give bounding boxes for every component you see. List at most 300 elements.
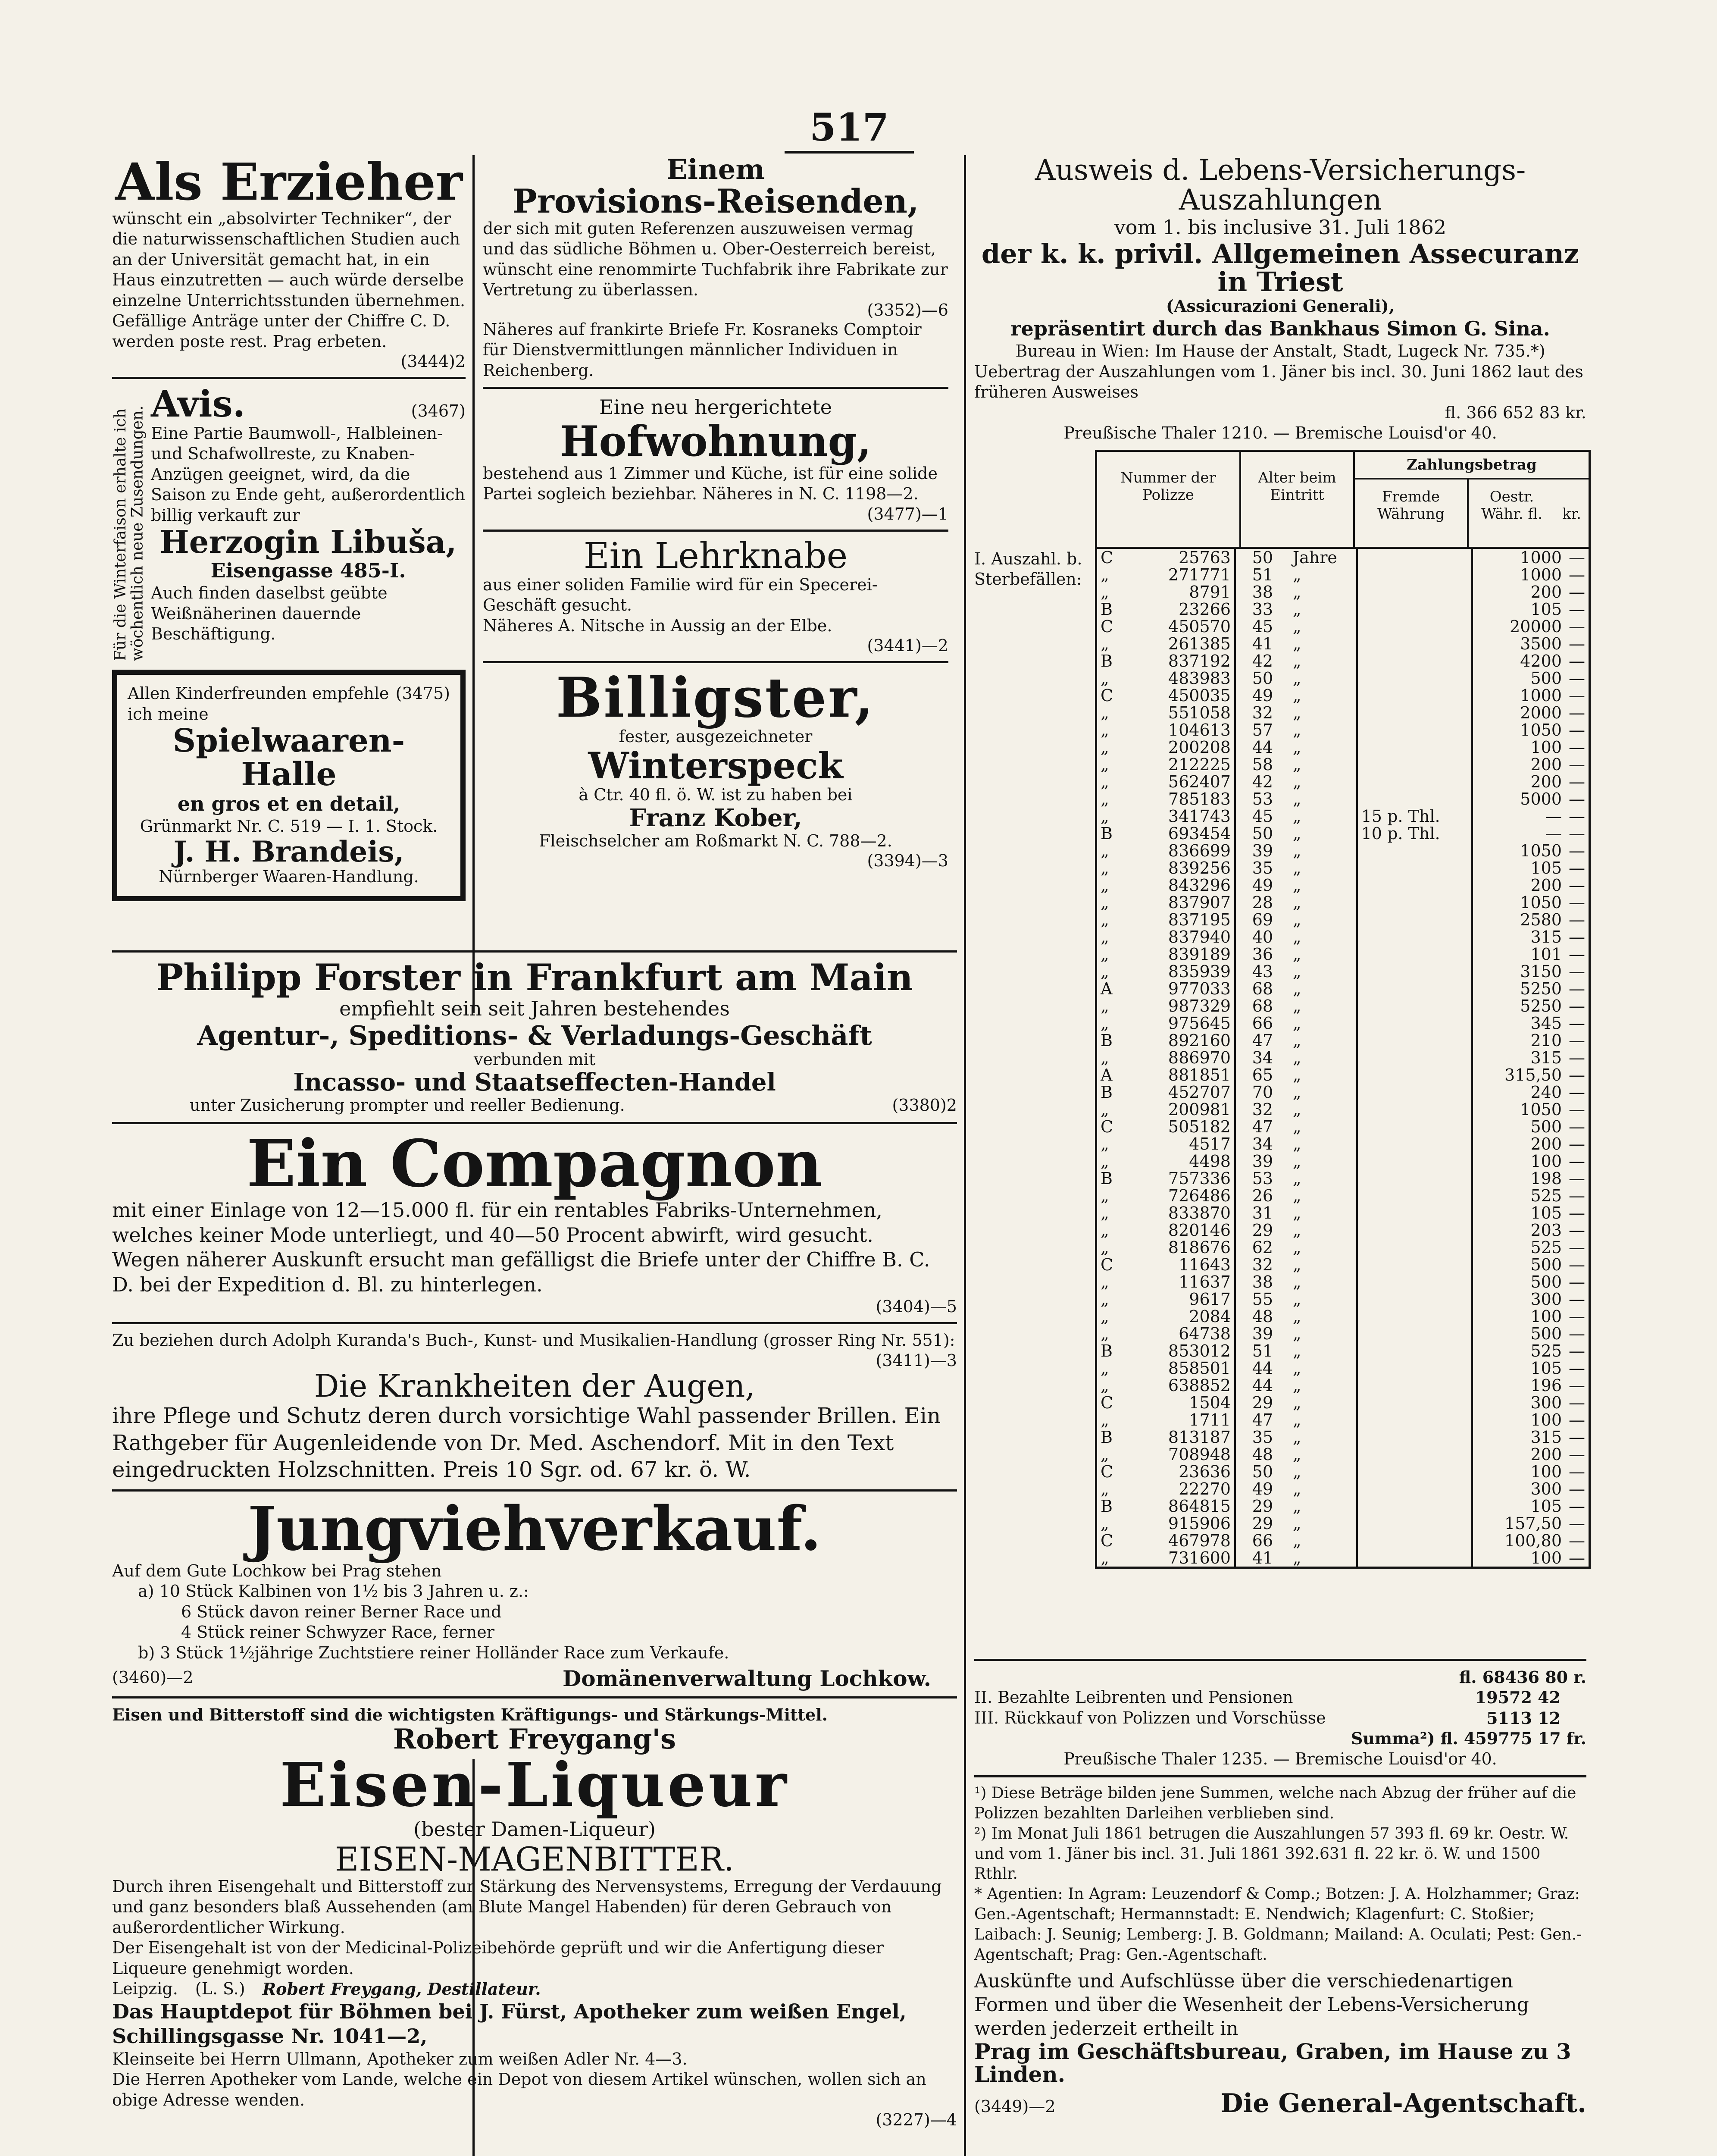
entry-age: 35: [1252, 1427, 1273, 1447]
amount-fl: 100: [1530, 1462, 1562, 1481]
policy-number: 915906: [1125, 1515, 1235, 1532]
amount-fl: 196: [1530, 1376, 1562, 1395]
table-row: [1097, 549, 1589, 566]
ausweis-sum1: fl. 68436 80 r.: [1459, 1667, 1586, 1687]
age-unit: „: [1289, 566, 1357, 583]
foreign-amount: [1357, 1118, 1473, 1135]
entry-age: 31: [1252, 1203, 1273, 1222]
age-unit: „: [1289, 756, 1357, 773]
policy-number: 987329: [1125, 997, 1235, 1015]
table-row: [1097, 894, 1589, 911]
policy-prefix: B: [1101, 1169, 1113, 1188]
policy-number: 104613: [1125, 721, 1235, 739]
amount-kr: —: [1569, 1186, 1585, 1205]
liqueur-depot: Das Hauptdepot für Böhmen bei J. Fürst, Apotheker zum weißen Engel, Schillingsgasse Nr. 1041—2,: [112, 1999, 907, 2048]
age-unit: „: [1289, 911, 1357, 928]
foreign-amount: [1357, 859, 1473, 877]
policy-number: 886970: [1125, 1049, 1235, 1066]
ad-liqueur: [112, 1705, 957, 2129]
amount-fl: 1050: [1520, 841, 1562, 860]
ausweis-uebertrag: Uebertrag der Auszahlungen vom 1. Jäner bis incl. 30. Juni 1862 laut des früheren Ausweises: [974, 362, 1583, 402]
policy-prefix: C: [1101, 1393, 1113, 1412]
amount-fl: 300: [1530, 1479, 1562, 1498]
table-row: [1097, 1032, 1589, 1049]
entry-age: 49: [1252, 1479, 1273, 1498]
policy-prefix: „: [1101, 1289, 1109, 1309]
amount-kr: —: [1569, 1445, 1585, 1464]
foreign-amount: [1357, 842, 1473, 859]
amount-kr: —: [1569, 789, 1585, 808]
foreign-amount: [1357, 963, 1473, 980]
age-unit: „: [1289, 1187, 1357, 1204]
policy-prefix: „: [1101, 1220, 1109, 1240]
policy-number: 726486: [1125, 1187, 1235, 1204]
column-rule-middle: [964, 155, 966, 2156]
table-row: [1097, 1480, 1589, 1498]
amount-kr: —: [1569, 651, 1585, 671]
hofwohnung-title: Hofwohnung,: [560, 417, 872, 466]
foreign-amount: [1357, 652, 1473, 670]
age-unit: „: [1289, 1135, 1357, 1153]
amount-kr: —: [1569, 634, 1585, 653]
policy-prefix: „: [1101, 1151, 1109, 1171]
divider: [112, 1322, 957, 1324]
policy-number: 341743: [1125, 808, 1235, 825]
entry-age: 50: [1252, 824, 1273, 843]
policy-number: 25763: [1125, 549, 1235, 566]
age-unit: „: [1289, 1532, 1357, 1549]
policy-prefix: C: [1101, 548, 1113, 567]
amount-kr: —: [1569, 720, 1585, 740]
winterspeck-address: Fleischselcher am Roßmarkt N. C. 788—2.: [539, 831, 892, 850]
header-fl: Oestr. Währ. fl.: [1481, 488, 1542, 523]
age-unit: „: [1289, 1153, 1357, 1170]
entry-age: 49: [1252, 875, 1273, 895]
table-row: [1097, 566, 1589, 583]
age-unit: Jahre: [1289, 549, 1357, 566]
amount-kr: —: [1569, 565, 1585, 584]
amount-kr: —: [1569, 1358, 1585, 1378]
amount-fl: —: [1545, 806, 1562, 826]
ausweis-represented: repräsentirt durch das Bankhaus Simon G. Sina.: [1010, 317, 1550, 340]
reisenden-contact: Näheres auf frankirte Briefe Fr. Kosraneks Comptoir für Dienstvermittlungen männlicher Individuen in Reichenberg.: [483, 320, 922, 380]
amount-kr: —: [1569, 1013, 1585, 1033]
spielwaaren-owner: J. H. Brandeis,: [173, 834, 404, 868]
table-row: [1097, 842, 1589, 859]
policy-prefix: „: [1101, 962, 1109, 981]
ad-jungvieh: [112, 1493, 957, 1692]
foreign-amount: [1357, 721, 1473, 739]
policy-prefix: „: [1101, 565, 1109, 584]
amount-fl: 500: [1530, 1255, 1562, 1274]
ad-erzieher: [112, 152, 466, 371]
ad-reisenden: [483, 155, 948, 381]
amount-kr: —: [1569, 755, 1585, 774]
erzieher-contact: Gefällige Anträge unter der Chiffre C. D. werden poste rest. Prag erbeten.: [112, 311, 450, 351]
liqueur-signature: [112, 1979, 957, 1999]
foreign-amount: [1357, 670, 1473, 687]
foreign-amount: [1357, 980, 1473, 997]
amount-fl: 203: [1530, 1220, 1562, 1240]
policy-prefix: „: [1101, 1272, 1109, 1291]
policy-number: 562407: [1125, 773, 1235, 790]
liqueur-depot2: Kleinseite bei Herrn Ullmann, Apotheker zum weißen Adler Nr. 4—3.: [112, 2049, 688, 2068]
foreign-amount: [1357, 1273, 1473, 1291]
divider: [112, 1696, 957, 1698]
amount-fl: 20000: [1510, 617, 1562, 636]
table-row: [1097, 1325, 1589, 1342]
policy-prefix: „: [1101, 1307, 1109, 1326]
amount-fl: 315: [1530, 1048, 1562, 1067]
avis-side-text: Für die Winterfaison erhalte ich wöchentlich neue Zusendungen.: [112, 405, 147, 661]
entry-age: 29: [1252, 1220, 1273, 1240]
age-unit: „: [1289, 618, 1357, 635]
age-unit: „: [1289, 773, 1357, 790]
policy-number: 638852: [1125, 1377, 1235, 1394]
divider: [112, 377, 466, 379]
amount-fl: 100: [1530, 1548, 1562, 1567]
age-unit: „: [1289, 1308, 1357, 1325]
policy-number: 2084: [1125, 1308, 1235, 1325]
policy-prefix: „: [1101, 703, 1109, 722]
policy-number: 212225: [1125, 756, 1235, 773]
ad-compagnon: [112, 1125, 957, 1316]
policy-prefix: „: [1101, 1324, 1109, 1343]
age-unit: „: [1289, 1463, 1357, 1480]
amount-fl: 5000: [1520, 789, 1562, 808]
policy-number: 23636: [1125, 1463, 1235, 1480]
amount-kr: —: [1569, 1134, 1585, 1153]
payout-table-area: [974, 450, 1586, 1653]
foreign-amount: [1357, 1498, 1473, 1515]
policy-number: 200981: [1125, 1101, 1235, 1118]
liqueur-title2: EISEN-MAGENBITTER.: [335, 1839, 735, 1878]
amount-fl: 200: [1530, 875, 1562, 895]
foreign-amount: [1357, 1170, 1473, 1187]
divider: [112, 1489, 957, 1492]
avis-title: Avis.: [151, 382, 246, 426]
newspaper-page: [112, 86, 1586, 2156]
table-row: [1097, 1411, 1589, 1429]
forster-line5: unter Zusicherung prompter und reeller Bedienung.: [190, 1096, 625, 1115]
ausweis-signature: Die General-Agentschaft.: [1220, 2088, 1586, 2119]
amount-kr: —: [1569, 1255, 1585, 1274]
age-unit: „: [1289, 877, 1357, 894]
ad-augen: [112, 1330, 957, 1483]
policy-number: 853012: [1125, 1342, 1235, 1360]
amount-kr: —: [1569, 1548, 1585, 1567]
policy-prefix: C: [1101, 1255, 1113, 1274]
policy-prefix: „: [1101, 1048, 1109, 1067]
ausweis-agents: * Agentien: In Agram: Leuzendorf & Comp.; Botzen: J. A. Holzhammer; Graz: Gen.-Agentschaft; Hermannstadt: E. Nendwich; Klagenfurt: C. Stoßier; Laibach: J. Seunig; Lemberg: J. B. Goldmann; Mailand: A. Oculati; Pest: Gen.-Agentschaft; Prag: Gen.-Agentschaft.: [974, 1885, 1582, 1964]
amount-fl: 500: [1530, 668, 1562, 688]
amount-kr: —: [1569, 1324, 1585, 1343]
foreign-amount: [1357, 635, 1473, 652]
liqueur-brand: Robert Freygang's: [393, 1723, 676, 1756]
lehrknabe-contact: Näheres A. Nitsche in Aussig an der Elbe.: [483, 616, 832, 635]
policy-number: 858501: [1125, 1360, 1235, 1377]
jungvieh-ref: (3460)—2: [112, 1668, 194, 1687]
payout-table-body: [1097, 549, 1589, 1567]
table-row: [1097, 859, 1589, 877]
entry-age: 47: [1252, 1410, 1273, 1429]
foreign-amount: [1357, 1101, 1473, 1118]
policy-number: 11643: [1125, 1256, 1235, 1273]
entry-age: 41: [1252, 1548, 1273, 1567]
policy-number: 261385: [1125, 635, 1235, 652]
foreign-amount: [1357, 566, 1473, 583]
amount-fl: 1000: [1520, 686, 1562, 705]
amount-kr: —: [1569, 1307, 1585, 1326]
foreign-amount: [1357, 1032, 1473, 1049]
age-unit: „: [1289, 1118, 1357, 1135]
table-row: [1097, 756, 1589, 773]
policy-number: 467978: [1125, 1532, 1235, 1549]
liqueur-body: Durch ihren Eisengehalt und Bitterstoff zur Stärkung des Nervensystems, Erregung der Verdauung und ganz besonders blaß Aussehenden (am Blute Mangel Habenden) für deren Gebrauch von außerordentlicher Wirkung.: [112, 1877, 942, 1937]
policy-number: 837940: [1125, 928, 1235, 946]
liqueur-footer: Die Herren Apotheker vom Lande, welche ein Depot von diesem Artikel wünschen, wollen sich an obige Adresse wenden.: [112, 2070, 926, 2109]
foreign-amount: [1357, 687, 1473, 704]
age-unit: „: [1289, 1498, 1357, 1515]
entry-age: 43: [1252, 962, 1273, 981]
amount-fl: 100,80: [1504, 1531, 1562, 1550]
forster-ref: (3380)2: [892, 1096, 957, 1115]
policy-prefix: A: [1101, 1065, 1113, 1084]
policy-number: 864815: [1125, 1498, 1235, 1515]
column-rule-left: [472, 155, 475, 1013]
foreign-amount: [1357, 997, 1473, 1015]
policy-prefix: „: [1101, 668, 1109, 688]
age-unit: „: [1289, 1101, 1357, 1118]
table-row: [1097, 1308, 1589, 1325]
ausweis-footnote2: ²) Im Monat Juli 1861 betrugen die Auszahlungen 57 393 fl. 69 kr. Oestr. W. und vom 1. Jäner bis incl. 31. Juli 1861 392.631 fl. 22 kr. ö. W. und 1500 Rthlr.: [974, 1824, 1569, 1883]
spielwaaren-intro: Allen Kinderfreunden empfehle ich meine: [128, 684, 389, 724]
policy-prefix: „: [1101, 1203, 1109, 1222]
policy-prefix: „: [1101, 927, 1109, 946]
amount-fl: 198: [1530, 1169, 1562, 1188]
policy-prefix: „: [1101, 789, 1109, 808]
entry-age: 50: [1252, 668, 1273, 688]
compagnon-body: mit einer Einlage von 12—15.000 fl. für ein rentables Fabriks-Unternehmen, welches keiner Mode unterliegt, und 40—50 Procent abwirft, wird gesucht.: [112, 1198, 882, 1247]
entry-age: 32: [1252, 1255, 1273, 1274]
ad-avis: [112, 382, 466, 661]
liqueur-sign-ls: (L. S.): [195, 1979, 245, 1999]
entry-age: 36: [1252, 944, 1273, 964]
amount-kr: —: [1569, 962, 1585, 981]
policy-prefix: „: [1101, 910, 1109, 929]
entry-age: 44: [1252, 1358, 1273, 1378]
foreign-amount: [1357, 739, 1473, 756]
policy-number: 4498: [1125, 1153, 1235, 1170]
table-row: [1097, 618, 1589, 635]
policy-prefix: „: [1101, 1410, 1109, 1429]
policy-number: 892160: [1125, 1032, 1235, 1049]
winterspeck-product: Winterspeck: [588, 744, 843, 787]
age-unit: „: [1289, 1032, 1357, 1049]
age-unit: „: [1289, 1256, 1357, 1273]
compagnon-title: Ein Compagnon: [247, 1125, 823, 1202]
amount-kr: —: [1569, 979, 1585, 998]
amount-fl: 1050: [1520, 1100, 1562, 1119]
avis-footer: Auch finden daselbst geübte Weißnäherinen dauernde Beschäftigung.: [151, 583, 388, 644]
entry-age: 39: [1252, 1151, 1273, 1171]
foreign-amount: [1357, 1222, 1473, 1239]
policy-number: 835939: [1125, 963, 1235, 980]
table-row: [1097, 1101, 1589, 1118]
age-unit: „: [1289, 601, 1357, 618]
age-unit: „: [1289, 1377, 1357, 1394]
age-unit: „: [1289, 1429, 1357, 1446]
erzieher-ref: (3444)2: [400, 352, 466, 371]
foreign-amount: [1357, 928, 1473, 946]
entry-age: 32: [1252, 703, 1273, 722]
amount-fl: 100: [1530, 1307, 1562, 1326]
amount-fl: 200: [1530, 755, 1562, 774]
amount-kr: —: [1569, 1100, 1585, 1119]
age-unit: „: [1289, 1015, 1357, 1032]
policy-prefix: B: [1101, 1427, 1113, 1447]
divider: [974, 1775, 1586, 1777]
table-row: [1097, 1222, 1589, 1239]
ad-winterspeck: [483, 666, 948, 871]
amount-kr: —: [1569, 841, 1585, 860]
age-unit: „: [1289, 894, 1357, 911]
policy-number: 1711: [1125, 1411, 1235, 1429]
liqueur-ref: (3227)—4: [876, 2110, 957, 2130]
amount-kr: —: [1569, 668, 1585, 688]
winterspeck-title: Billigster,: [556, 666, 876, 730]
ausweis-ref: (3449)—2: [974, 2097, 1056, 2116]
table-row: [1097, 721, 1589, 739]
reisenden-ref: (3352)—6: [867, 300, 948, 320]
amount-kr: —: [1569, 1065, 1585, 1084]
table-row: [1097, 1429, 1589, 1446]
augen-body: ihre Pflege und Schutz deren durch vorsichtige Wahl passender Brillen. Ein Rathgeber für Augenleidende von Dr. Med. Aschendorf. Mit in den Text eingedruckten Holzschnitten. Preis 10 Sgr. od. 67 kr. ö. W.: [112, 1403, 941, 1482]
table-row: [1097, 1360, 1589, 1377]
table-row: [1097, 1204, 1589, 1222]
ausweis-total: Summa²) fl. 459775 17 fr.: [1351, 1729, 1586, 1749]
foreign-amount: [1357, 1342, 1473, 1360]
amount-fl: 500: [1530, 1324, 1562, 1343]
policy-number: 4517: [1125, 1135, 1235, 1153]
policy-number: 843296: [1125, 877, 1235, 894]
amount-kr: —: [1569, 1427, 1585, 1447]
foreign-amount: [1357, 1153, 1473, 1170]
amount-fl: 525: [1530, 1341, 1562, 1360]
policy-number: 975645: [1125, 1015, 1235, 1032]
lehrknabe-title: Ein Lehrknabe: [583, 535, 848, 577]
amount-fl: —: [1545, 824, 1562, 843]
jungvieh-intro: Auf dem Gute Lochkow bei Prag stehen: [112, 1561, 442, 1580]
entry-age: 32: [1252, 1100, 1273, 1119]
ausweis-period: vom 1. bis inclusive 31. Juli 1862: [1114, 215, 1447, 239]
table-row: [1097, 1135, 1589, 1153]
age-unit: „: [1289, 1222, 1357, 1239]
policy-number: 1504: [1125, 1394, 1235, 1411]
table-row: [1097, 583, 1589, 601]
entry-age: 65: [1252, 1065, 1273, 1084]
policy-number: 11637: [1125, 1273, 1235, 1291]
policy-prefix: „: [1101, 1013, 1109, 1033]
foreign-amount: [1357, 877, 1473, 894]
spielwaaren-title: Spielwaaren-Halle: [172, 722, 405, 793]
policy-prefix: B: [1101, 1496, 1113, 1516]
policy-prefix: B: [1101, 824, 1113, 843]
ausweis-bureau: Bureau in Wien: Im Hause der Anstalt, Stadt, Lugeck Nr. 735.*): [1015, 342, 1545, 361]
amount-kr: —: [1569, 1393, 1585, 1412]
liqueur-sign-place: Leipzig.: [112, 1979, 178, 1999]
age-unit: „: [1289, 808, 1357, 825]
amount-kr: —: [1569, 686, 1585, 705]
policy-number: 820146: [1125, 1222, 1235, 1239]
policy-number: 837192: [1125, 652, 1235, 670]
age-unit: „: [1289, 704, 1357, 721]
age-unit: „: [1289, 1049, 1357, 1066]
policy-number: 839256: [1125, 859, 1235, 877]
table-row: [1097, 1118, 1589, 1135]
entry-age: 29: [1252, 1514, 1273, 1533]
amount-kr: —: [1569, 1496, 1585, 1516]
header-amount: Zahlungsbetrag: [1355, 452, 1589, 479]
entry-age: 28: [1252, 893, 1273, 912]
entry-age: 39: [1252, 1324, 1273, 1343]
entry-age: 53: [1252, 1169, 1273, 1188]
entry-age: 33: [1252, 599, 1273, 619]
age-unit: „: [1289, 1342, 1357, 1360]
policy-prefix: „: [1101, 858, 1109, 877]
age-unit: „: [1289, 1239, 1357, 1256]
foreign-amount: [1357, 1532, 1473, 1549]
policy-number: 785183: [1125, 790, 1235, 808]
policy-number: 977033: [1125, 980, 1235, 997]
age-unit: „: [1289, 980, 1357, 997]
amount-kr: —: [1569, 1514, 1585, 1533]
spielwaaren-address: Grünmarkt Nr. C. 519 — I. 1. Stock.: [140, 817, 438, 836]
amount-kr: —: [1569, 1462, 1585, 1481]
lehrknabe-body: aus einer soliden Familie wird für ein Specerei-Geschäft gesucht.: [483, 575, 878, 615]
policy-number: 483983: [1125, 670, 1235, 687]
policy-prefix: C: [1101, 686, 1113, 705]
policy-number: 708948: [1125, 1446, 1235, 1463]
augen-intro: Zu beziehen durch Adolph Kuranda's Buch-, Kunst- und Musikalien-Handlung (grosser Ring Nr. 551):: [112, 1331, 955, 1350]
entry-age: 29: [1252, 1496, 1273, 1516]
entry-age: 51: [1252, 1341, 1273, 1360]
age-unit: „: [1289, 583, 1357, 601]
foreign-amount: [1357, 1325, 1473, 1342]
entry-age: 50: [1252, 548, 1273, 567]
policy-prefix: „: [1101, 1548, 1109, 1567]
policy-prefix: „: [1101, 806, 1109, 826]
table-row: [1097, 1066, 1589, 1084]
entry-age: 68: [1252, 996, 1273, 1015]
amount-fl: 5250: [1520, 996, 1562, 1015]
ausweis-company: der k. k. privil. Allgemeinen Assecuranz in Triest: [981, 238, 1579, 298]
policy-number: 731600: [1125, 1549, 1235, 1567]
foreign-amount: [1357, 1429, 1473, 1446]
table-row: [1097, 1549, 1589, 1567]
table-row: [1097, 963, 1589, 980]
jungvieh-seller: Domänenverwaltung Lochkow.: [562, 1666, 931, 1692]
header-amount-group: [1355, 452, 1589, 547]
foreign-amount: [1357, 1256, 1473, 1273]
policy-number: 881851: [1125, 1066, 1235, 1084]
ausweis-thaler-line: Preußische Thaler 1210. — Bremische Louisd'or 40.: [1063, 423, 1497, 443]
policy-number: 271771: [1125, 566, 1235, 583]
entry-age: 66: [1252, 1531, 1273, 1550]
age-unit: „: [1289, 1360, 1357, 1377]
table-row: [1097, 790, 1589, 808]
table-row: [1097, 635, 1589, 652]
